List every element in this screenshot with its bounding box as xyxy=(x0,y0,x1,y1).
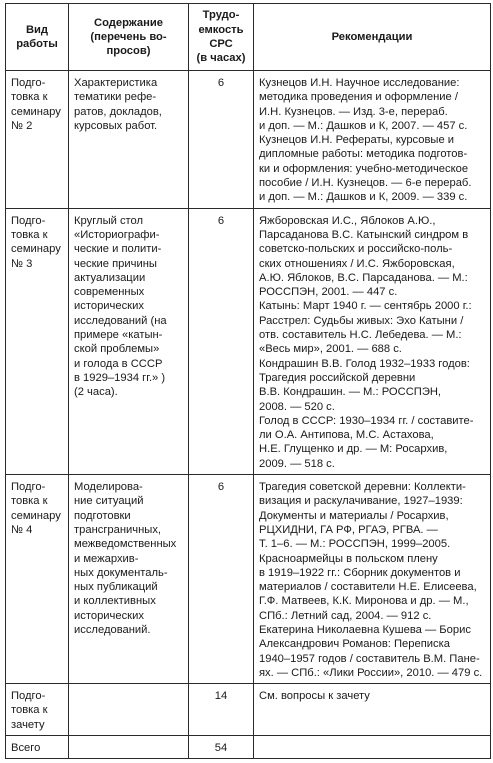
content-text: курсовых работ. xyxy=(74,119,158,132)
content-text: Характеристика xyxy=(74,77,158,89)
work-type-cell xyxy=(6,684,69,736)
work-type-text: товка к xyxy=(11,495,48,508)
content-text: и голода в СССР xyxy=(74,357,163,370)
total-label: Всего xyxy=(6,736,69,759)
recommendation-text: материалов / составители Н.Е. Елисеева, xyxy=(259,581,477,594)
recommendation-text: ях. — СПб.: «Лики России», 2010. — 479 с. xyxy=(259,666,483,679)
recommendation-text: Кондрашин В.В. Голод 1932–1933 годов: xyxy=(259,357,470,370)
recommendation-text: отв. составитель Н.С. Лебедева. — М.: xyxy=(259,329,462,342)
recommendations-cell xyxy=(254,71,491,209)
hours-cell xyxy=(189,475,254,684)
work-type-text: Подго- xyxy=(11,214,46,227)
content-text: и коллективных xyxy=(74,595,156,608)
study-plan-table xyxy=(5,3,491,759)
content-text: ных документаль- xyxy=(74,566,168,579)
content-text: ратов, докладов, xyxy=(74,105,162,118)
content-text: ние ситуаций xyxy=(74,495,144,508)
content-text: исторических xyxy=(74,609,144,622)
recommendations-cell xyxy=(254,475,491,684)
work-type-text: семинару xyxy=(11,105,61,118)
recommendation-text: Т. 1–6. — М.: РОССПЭН, 1999–2005. xyxy=(259,538,451,551)
header-text: просов) xyxy=(106,45,151,58)
content-cell xyxy=(69,684,189,736)
recommendation-text: Кузнецов И.Н. Рефераты, курсовые и xyxy=(259,134,455,147)
content-text: межведомственных xyxy=(74,538,177,551)
work-type-cell xyxy=(6,71,69,209)
work-type-text: зачету xyxy=(11,718,45,731)
recommendation-text: 1940–1957 годов / составитель В.М. Пане- xyxy=(259,652,480,665)
content-text: исследований (на xyxy=(74,314,167,327)
recommendation-text: ки и оформления: учебно-методическое xyxy=(259,162,469,175)
work-type-text: товка к xyxy=(11,704,48,717)
header-text: (в часах) xyxy=(196,52,246,65)
recommendation-text: РЦХИДНИ, ГА РФ, РГАЭ, РГВА. — xyxy=(259,523,438,536)
recommendation-text: Трагедия российской деревни xyxy=(259,371,416,384)
content-cell xyxy=(69,71,189,209)
work-type-cell xyxy=(6,475,69,684)
content-text: Круглый стол xyxy=(74,214,144,227)
hours-cell xyxy=(189,684,254,736)
content-text: ческие причины xyxy=(74,257,157,270)
work-type-text: семинару xyxy=(11,243,61,256)
hours-cell xyxy=(189,71,254,209)
work-type-text: Подго- xyxy=(11,481,46,494)
work-type-text: № 3 xyxy=(11,257,33,270)
recommendation-text: в 1919–1922 гг.: Сборник документов и xyxy=(259,566,461,579)
content-text: и межархив- xyxy=(74,552,139,565)
recommendation-text: И.Н. Кузнецов. — Изд. 3-е, перераб. xyxy=(259,105,448,118)
recommendation-text: пособие / И.Н. Кузнецов. — 6-е перераб. xyxy=(259,177,472,190)
header-text: Трудо- xyxy=(202,9,240,22)
hours-value: 6 xyxy=(217,214,225,227)
hours-value: 6 xyxy=(217,481,225,494)
content-text: ской проблемы» xyxy=(74,343,160,356)
content-text: исследований. xyxy=(74,623,151,636)
recommendation-text: Трагедия советской деревни: Коллекти- xyxy=(259,481,466,494)
content-text: подготовки xyxy=(74,509,131,522)
work-type-text: № 4 xyxy=(11,523,33,536)
recommendation-text: Яжборовская И.С., Яблоков А.Ю., xyxy=(259,214,436,227)
content-text: «Историографи- xyxy=(74,228,160,241)
recommendation-text: ли О.А. Антипова, М.С. Астахова, xyxy=(259,429,434,442)
header-content xyxy=(69,4,189,71)
total-hours: 54 xyxy=(189,736,254,759)
table-row xyxy=(6,684,491,736)
header-text: работы xyxy=(16,38,58,50)
work-type-text: семинару xyxy=(11,509,61,522)
content-cell xyxy=(69,208,189,474)
header-text: Рекомендации xyxy=(331,30,413,43)
recommendation-text: Красноармейцы в польском плену xyxy=(259,552,438,565)
recommendation-text: Екатерина Николаевна Кушева — Борис xyxy=(259,623,471,636)
total-row xyxy=(6,736,491,759)
recommendation-text: В.В. Кондрашин. — М.: РОССПЭН, xyxy=(259,386,442,399)
recommendation-text: Н.Е. Глущенко и др. — М: Росархив, xyxy=(259,443,448,456)
recommendation-text: Кузнецов И.Н. Научное исследование: xyxy=(259,77,460,89)
recommendation-text: Катынь: Март 1940 г. — сентябрь 2000 г.: xyxy=(259,300,472,313)
hours-cell xyxy=(189,208,254,474)
recommendation-text: Голод в СССР: 1930–1934 гг. / составите- xyxy=(259,414,474,427)
hours-value: 14 xyxy=(214,690,228,703)
recommendation-text: Г.Ф. Матвеев, К.К. Миронова и др. — М., xyxy=(259,595,469,608)
content-text: ных публикаций xyxy=(74,581,158,594)
header-text: емкость xyxy=(198,23,244,36)
recommendation-text: См. вопросы к зачету xyxy=(259,690,370,703)
recommendation-text: ских отношениях / И.С. Яжборовская, xyxy=(259,257,455,270)
table-row xyxy=(6,71,491,209)
recommendation-text: и доп. — М.: Дашков и К, 2009. — 339 с. xyxy=(259,191,468,204)
recommendation-text: и доп. — М.: Дашков и К, 2007. — 457 с. xyxy=(259,119,468,132)
header-work-type xyxy=(6,4,69,71)
recommendation-text: визация и раскулачивание, 1927–1939: xyxy=(259,495,463,508)
header-text: СРС xyxy=(209,38,233,50)
work-type-text: № 2 xyxy=(11,119,33,132)
content-text: ческие и полити- xyxy=(74,243,162,256)
content-text: (2 часа). xyxy=(74,386,118,399)
work-type-text: Подго- xyxy=(11,77,46,89)
header-text: Содержание xyxy=(94,16,163,29)
recommendation-text: методика проведения и оформление / xyxy=(259,91,458,104)
content-text: примере «катын- xyxy=(74,329,163,342)
recommendation-text: 2008. — 520 с. xyxy=(259,400,335,413)
hours-value: 6 xyxy=(217,77,225,89)
recommendation-text: Александрович Романов: Переписка xyxy=(259,638,450,651)
work-type-text: Подго- xyxy=(11,690,46,703)
table-body xyxy=(6,71,491,759)
recommendation-text: РОССПЭН, 2001. — 447 с. xyxy=(259,286,398,299)
recommendation-text: 2009. — 518 с. xyxy=(259,457,335,470)
content-text: актуализации xyxy=(74,271,146,284)
content-text: тематики рефе- xyxy=(74,91,157,104)
recommendation-text: Парсаданова В.С. Катынский синдром в xyxy=(259,228,469,241)
recommendation-text: «Весь мир», 2001. — 688 с. xyxy=(259,343,402,356)
recommendation-text: СПб.: Летний сад, 2004. — 912 с. xyxy=(259,609,432,622)
header-text: (перечень во- xyxy=(90,30,167,43)
content-cell xyxy=(69,475,189,684)
recommendations-cell xyxy=(254,684,491,736)
work-type-text: товка к xyxy=(11,91,48,104)
content-text: Моделирова- xyxy=(74,481,143,494)
recommendation-text: Расстрел: Судьбы живых: Эхо Катыни / xyxy=(259,314,464,327)
table-row xyxy=(6,475,491,684)
header-hours xyxy=(189,4,254,71)
total-empty-cell xyxy=(69,736,189,759)
header-recommendations xyxy=(254,4,491,71)
recommendations-cell xyxy=(254,208,491,474)
content-text: исторических xyxy=(74,300,144,313)
total-empty-cell xyxy=(254,736,491,759)
header-text: Вид xyxy=(25,23,49,36)
recommendation-text: советско-польских и российско-поль- xyxy=(259,243,453,256)
table-row xyxy=(6,208,491,474)
content-text: современных xyxy=(74,286,145,299)
recommendation-text: Документы и материалы / Росархив, xyxy=(259,509,449,522)
recommendation-text: дипломные работы: методика подготов- xyxy=(259,148,468,161)
work-type-text: товка к xyxy=(11,228,48,241)
work-type-cell xyxy=(6,208,69,474)
content-text: трансграничных, xyxy=(74,523,162,536)
content-text: в 1929–1934 гг.» ) xyxy=(74,371,166,384)
recommendation-text: А.Ю. Яблоков, В.С. Парсаданова. — М.: xyxy=(259,271,468,284)
table-header-row xyxy=(6,4,491,71)
